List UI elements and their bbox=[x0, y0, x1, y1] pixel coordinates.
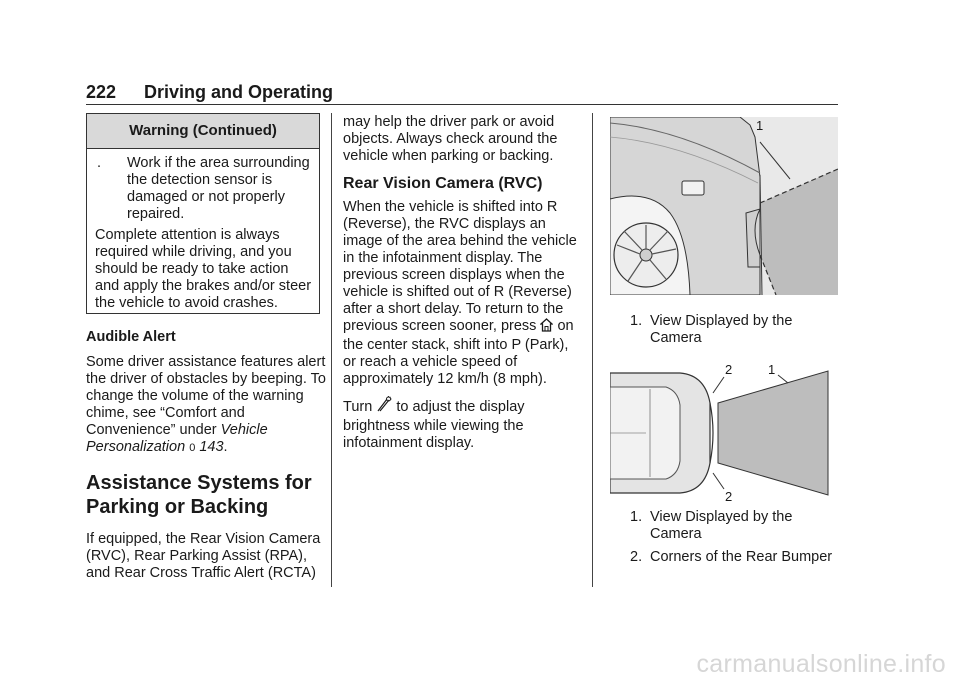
figure1-callout-1: 1 bbox=[756, 118, 764, 133]
assistance-paragraph: If equipped, the Rear Vision Camera (RVC), Rear Parking Assist (RPA), and Rear Cross Traffic Alert (RCTA) bbox=[86, 531, 321, 581]
warning-title: Warning (Continued) bbox=[87, 114, 319, 149]
rvc-text-2a: Turn bbox=[343, 399, 377, 415]
column-divider-1 bbox=[331, 113, 332, 587]
warning-box bbox=[86, 113, 320, 314]
caption-number: 1. bbox=[630, 509, 643, 525]
header-rule bbox=[86, 104, 838, 105]
caption-text: View Displayed by the Camera bbox=[650, 509, 793, 542]
page-header bbox=[86, 82, 838, 104]
warning-paragraph: Complete attention is always required while driving, and you should be ready to take action and apply the brakes and/or steer the vehicle to avoid crashes. bbox=[95, 227, 312, 311]
vehicle-personalization-link[interactable]: Vehicle Personalization bbox=[86, 422, 268, 455]
figure2-callout-2-bottom: 2 bbox=[725, 489, 733, 503]
figure1-caption bbox=[630, 313, 840, 347]
top-view-camera-illustration bbox=[610, 363, 838, 503]
figure2-callout-2-top: 2 bbox=[725, 363, 733, 377]
caption-item bbox=[630, 509, 840, 543]
rvc-text-1a: When the vehicle is shifted into R (Reverse), the RVC displays an image of the area behind the vehicle in the infotainment display. The previous screen displays when the vehicle is shifted out of R (Reverse) after a short delay. To return to the previous screen sooner, press bbox=[343, 199, 577, 334]
page-number: 222 bbox=[86, 82, 117, 102]
caption-item bbox=[630, 549, 840, 566]
rvc-text-2b: to adjust the display brightness while viewing the infotainment display. bbox=[343, 399, 525, 451]
rvc-text-1b: on the center stack, shift into P (Park), or reach a vehicle speed of approximately 12 km/h (8 mph). bbox=[343, 318, 574, 387]
column-divider-2 bbox=[592, 113, 593, 587]
caption-number: 2. bbox=[630, 549, 643, 565]
audible-alert-paragraph bbox=[86, 354, 326, 457]
caption-item bbox=[630, 313, 840, 347]
page-ref-number[interactable]: 143 bbox=[199, 439, 224, 455]
rvc-paragraph-2 bbox=[343, 396, 583, 452]
brightness-knob-icon bbox=[376, 396, 392, 418]
bullet-symbol: . bbox=[97, 155, 102, 171]
figure2-callout-1: 1 bbox=[768, 363, 776, 377]
caption-text: Corners of the Rear Bumper bbox=[650, 549, 833, 565]
home-icon bbox=[540, 318, 553, 337]
section-title: Driving and Operating bbox=[144, 82, 334, 102]
assistance-systems-heading: Assistance Systems for Parking or Backing bbox=[86, 472, 312, 518]
rvc-heading: Rear Vision Camera (RVC) bbox=[343, 175, 543, 192]
caption-text: View Displayed by the Camera bbox=[650, 313, 793, 346]
caption-number: 1. bbox=[630, 313, 643, 329]
sentence-end: . bbox=[223, 439, 228, 455]
rvc-paragraph-1 bbox=[343, 199, 583, 388]
page-ref-arrow: 0 bbox=[189, 442, 196, 454]
watermark: carmanualsonline.info bbox=[696, 650, 946, 678]
audible-alert-heading: Audible Alert bbox=[86, 329, 176, 345]
column-1-lower bbox=[86, 329, 326, 590]
bullet-text: Work if the area surrounding the detection sensor is damaged or not properly repaired. bbox=[127, 155, 310, 222]
figure2-caption bbox=[630, 509, 840, 566]
column-2 bbox=[343, 114, 583, 460]
rear-camera-view-illustration bbox=[610, 117, 838, 295]
continued-paragraph: may help the driver park or avoid objects. Always check around the vehicle when parking or backing. bbox=[343, 114, 558, 164]
audible-alert-text: Some driver assistance features alert the driver of obstacles by beeping. To change the volume of the warning chime, see “Comfort and Convenience” under bbox=[86, 354, 326, 438]
